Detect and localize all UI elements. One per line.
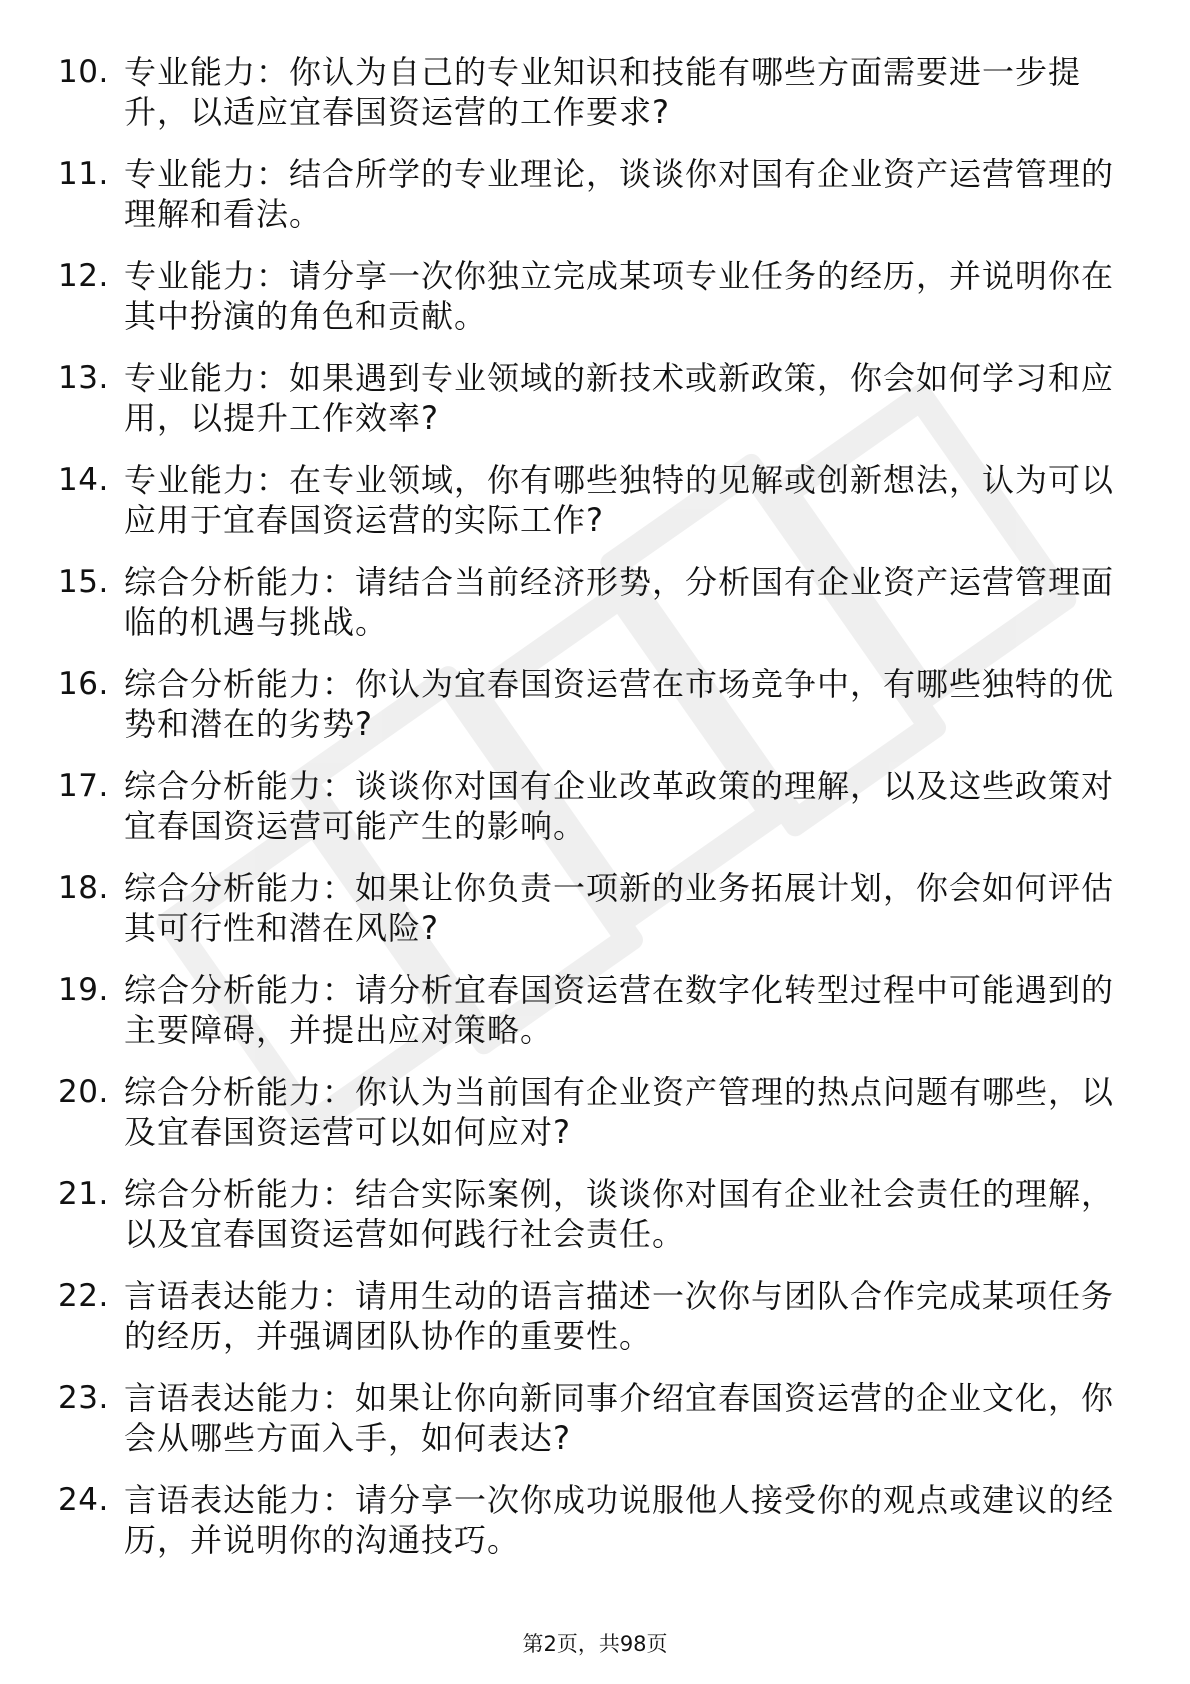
- question-text: 言语表达能力：如果让你向新同事介绍宜春国资运营的企业文化，你会从哪些方面入手，如何表达?: [124, 1379, 1115, 1457]
- question-number: 12.: [58, 258, 109, 294]
- question-item: [58, 154, 1133, 256]
- question-text: 综合分析能力：如果让你负责一项新的业务拓展计划，你会如何评估其可行性和潜在风险?: [124, 869, 1115, 947]
- question-item: [58, 766, 1133, 868]
- question-number: 22.: [58, 1278, 109, 1314]
- question-text: 专业能力：请分享一次你独立完成某项专业任务的经历，并说明你在其中扮演的角色和贡献。: [124, 257, 1115, 335]
- question-number: 16.: [58, 666, 109, 702]
- question-item: [58, 1072, 1133, 1174]
- question-item: [58, 868, 1133, 970]
- question-item: [58, 562, 1133, 664]
- question-number: 17.: [58, 768, 109, 804]
- question-text: 言语表达能力：请用生动的语言描述一次你与团队合作完成某项任务的经历，并强调团队协作的重要性。: [124, 1277, 1115, 1355]
- question-number: 10.: [58, 54, 109, 90]
- question-item: [58, 1378, 1133, 1480]
- question-text: 综合分析能力：请结合当前经济形势，分析国有企业资产运营管理面临的机遇与挑战。: [124, 563, 1115, 641]
- question-number: 14.: [58, 462, 109, 498]
- question-text: 言语表达能力：请分享一次你成功说服他人接受你的观点或建议的经历，并说明你的沟通技巧。: [124, 1481, 1115, 1559]
- question-item: [58, 1480, 1133, 1582]
- question-text: 专业能力：结合所学的专业理论，谈谈你对国有企业资产运营管理的理解和看法。: [124, 155, 1115, 233]
- question-item: [58, 358, 1133, 460]
- question-number: 15.: [58, 564, 109, 600]
- question-text: 综合分析能力：你认为当前国有企业资产管理的热点问题有哪些，以及宜春国资运营可以如何应对?: [124, 1073, 1115, 1151]
- question-item: [58, 1276, 1133, 1378]
- question-number: 20.: [58, 1074, 109, 1110]
- question-number: 24.: [58, 1482, 109, 1518]
- page-footer: 第2页，共98页: [522, 1632, 668, 1656]
- question-list: [58, 52, 1133, 1582]
- question-text: 综合分析能力：请分析宜春国资运营在数字化转型过程中可能遇到的主要障碍，并提出应对策略。: [124, 971, 1115, 1049]
- question-item: [58, 970, 1133, 1072]
- question-number: 13.: [58, 360, 109, 396]
- question-text: 专业能力：你认为自己的专业知识和技能有哪些方面需要进一步提升，以适应宜春国资运营的工作要求?: [124, 53, 1082, 131]
- question-text: 综合分析能力：你认为宜春国资运营在市场竞争中，有哪些独特的优势和潜在的劣势?: [124, 665, 1115, 743]
- question-text: 综合分析能力：谈谈你对国有企业改革政策的理解，以及这些政策对宜春国资运营可能产生的影响。: [124, 767, 1115, 845]
- question-item: [58, 1174, 1133, 1276]
- question-item: [58, 460, 1133, 562]
- question-text: 专业能力：在专业领域，你有哪些独特的见解或创新想法，认为可以应用于宜春国资运营的实际工作?: [124, 461, 1115, 539]
- question-text: 综合分析能力：结合实际案例，谈谈你对国有企业社会责任的理解，以及宜春国资运营如何践行社会责任。: [124, 1175, 1115, 1253]
- question-number: 23.: [58, 1380, 109, 1416]
- question-number: 11.: [58, 156, 109, 192]
- question-number: 19.: [58, 972, 109, 1008]
- question-item: [58, 52, 1133, 154]
- question-text: 专业能力：如果遇到专业领域的新技术或新政策，你会如何学习和应用，以提升工作效率?: [124, 359, 1115, 437]
- question-number: 21.: [58, 1176, 109, 1212]
- question-item: [58, 256, 1133, 358]
- question-number: 18.: [58, 870, 109, 906]
- question-item: [58, 664, 1133, 766]
